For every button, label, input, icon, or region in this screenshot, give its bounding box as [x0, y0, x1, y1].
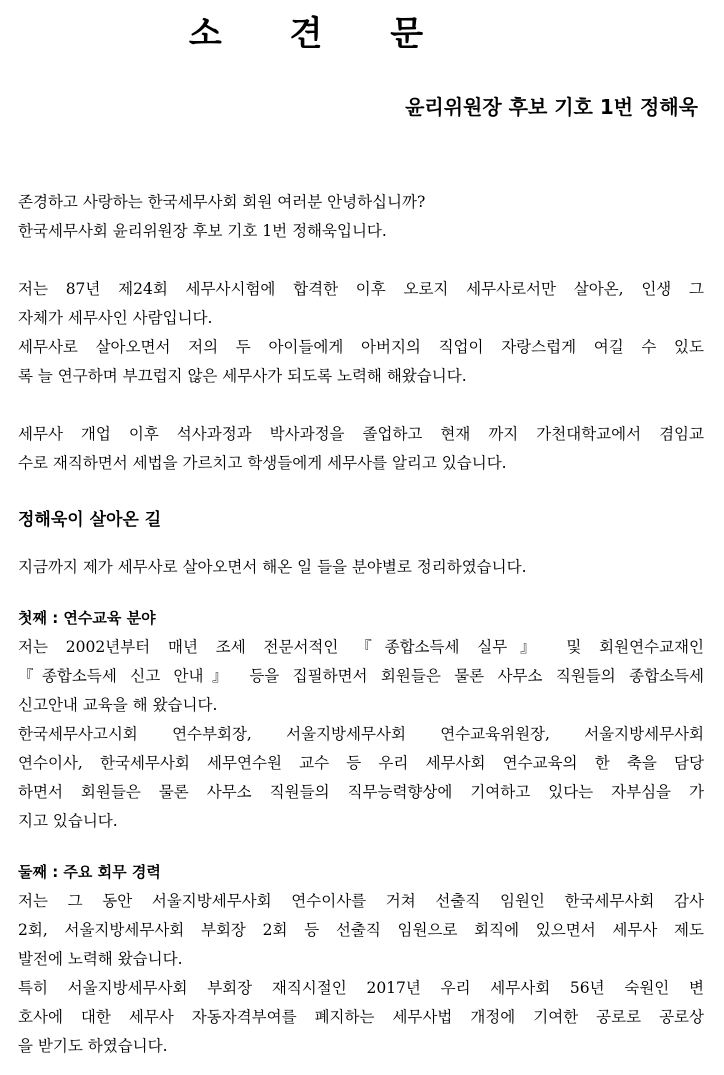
text-line: 한국세무사고시회 연수부회장, 서울지방세무사회 연수교육위원장, 서울지방세무사회	[18, 725, 704, 743]
text-line: 저는 그 동안 서울지방세무사회 연수이사를 거쳐 선출직 임원인 한국세무사회 감사	[18, 892, 704, 910]
text-line: 저는 2002년부터 매년 조세 전문서적인 『종합소득세 실무』 및 회원연수교재인	[18, 638, 704, 656]
text-line: 『종합소득세 신고 안내』 등을 집필하면서 회원들은 물론 사무소 직원들의 종합소득세	[18, 667, 704, 685]
text-line: 2회, 서울지방세무사회 부회장 2회 등 선출직 임원으로 회직에 있으면서 세무사 제도	[18, 921, 704, 939]
text-line: 자체가 세무사인 사람입니다.	[18, 309, 213, 327]
candidate-line: 윤리위원장 후보 기호 1번 정해욱	[405, 95, 698, 119]
text-line: 한국세무사회 윤리위원장 후보 기호 1번 정해욱입니다.	[18, 222, 387, 240]
section-heading: 정해욱이 살아온 길	[18, 510, 162, 530]
text-line: 을 받기도 하였습니다.	[18, 1037, 168, 1055]
first-paragraph-1	[18, 633, 704, 720]
second-paragraph-2	[18, 974, 704, 1061]
text-line: 록 늘 연구하며 부끄럽지 않은 세무사가 되도록 노력해 해왔습니다.	[18, 367, 467, 385]
text-line: 지고 있습니다.	[18, 812, 118, 830]
document-title: 소 견 문	[188, 14, 452, 54]
text-line: 하면서 회원들은 물론 사무소 직원들의 직무능력향상에 기여하고 있다는 자부심을 가	[18, 783, 704, 801]
text-line: 저는 87년 제24회 세무사시험에 합격한 이후 오로지 세무사로서만 살아온, 인생 그	[18, 280, 704, 298]
text-line: 수로 재직하면서 세법을 가르치고 학생들에게 세무사를 알리고 있습니다.	[18, 454, 507, 472]
text-line: 신고안내 교육을 해 왔습니다.	[18, 696, 218, 714]
greeting-paragraph	[18, 188, 704, 246]
text-line: 특히 서울지방세무사회 부회장 재직시절인 2017년 우리 세무사회 56년 숙원인 변	[18, 979, 704, 997]
text-line: 지금까지 제가 세무사로 살아오면서 해온 일 들을 분야별로 정리하였습니다.	[18, 558, 527, 576]
first-heading: 첫째 : 연수교육 분야	[18, 609, 156, 627]
second-paragraph-1	[18, 887, 704, 974]
first-paragraph-2	[18, 720, 704, 836]
text-line: 호사에 대한 세무사 자동자격부여를 폐지하는 세무사법 개정에 기여한 공로로 공로상	[18, 1008, 704, 1026]
text-line: 세무사로 살아오면서 저의 두 아이들에게 아버지의 직업이 자랑스럽게 여길 수 있도	[18, 338, 704, 356]
intro-paragraph-1	[18, 275, 704, 391]
document-body	[18, 188, 704, 1061]
text-line: 존경하고 사랑하는 한국세무사회 회원 여러분 안녕하십니까?	[18, 193, 426, 211]
second-heading: 둘째 : 주요 회무 경력	[18, 863, 161, 881]
text-line: 발전에 노력해 왔습니다.	[18, 950, 183, 968]
text-line: 연수이사, 한국세무사회 세무연수원 교수 등 우리 세무사회 연수교육의 한 축을 담당	[18, 754, 704, 772]
section-intro	[18, 553, 704, 582]
text-line: 세무사 개업 이후 석사과정과 박사과정을 졸업하고 현재 까지 가천대학교에서 겸임교	[18, 425, 704, 443]
intro-paragraph-2	[18, 420, 704, 478]
